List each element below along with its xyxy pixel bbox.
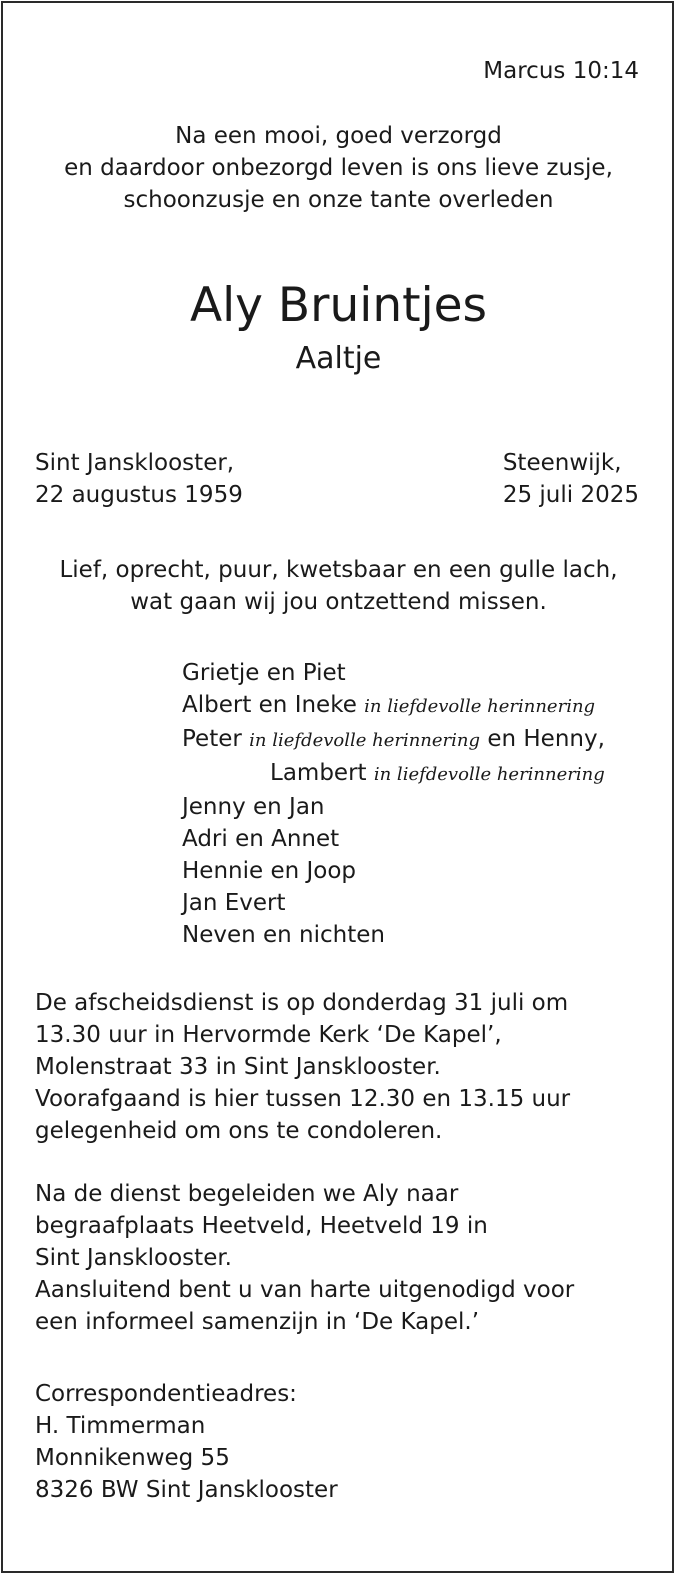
intro-line: Na een mooi, goed verzorgd bbox=[175, 123, 502, 149]
burial-line: een informeel samenzijn in ‘De Kapel.’ bbox=[35, 1309, 480, 1335]
family-member: Neven en nichten bbox=[182, 922, 385, 948]
family-member: Adri en Annet bbox=[182, 826, 340, 852]
memory-note: in liefdevolle herinnering bbox=[364, 696, 596, 717]
burial-line: begraafplaats Heetveld, Heetveld 19 in bbox=[35, 1213, 488, 1239]
birth-date: 22 augustus 1959 bbox=[35, 482, 243, 508]
family-member bbox=[182, 757, 605, 791]
burial-line: Sint Jansklooster. bbox=[35, 1245, 232, 1271]
family-member-name: Peter bbox=[182, 726, 250, 752]
family-member bbox=[182, 689, 605, 723]
address-line: Monnikenweg 55 bbox=[35, 1445, 230, 1471]
family-member: Jenny en Jan bbox=[182, 794, 325, 820]
service-line: Voorafgaand is hier tussen 12.30 en 13.15 uur bbox=[35, 1086, 571, 1112]
intro-line: en daardoor onbezorgd leven is ons lieve zusje, bbox=[64, 155, 613, 181]
burial-details bbox=[35, 1178, 574, 1338]
correspondence-address bbox=[35, 1378, 338, 1506]
service-line: De afscheidsdienst is op donderdag 31 juli om bbox=[35, 990, 569, 1016]
family-member-name: en Henny, bbox=[480, 726, 605, 752]
death-date: 25 juli 2025 bbox=[502, 482, 639, 508]
birth-place: Sint Jansklooster, bbox=[35, 450, 235, 476]
intro-text bbox=[0, 120, 677, 216]
service-details bbox=[35, 987, 570, 1147]
service-line: Molenstraat 33 in Sint Jansklooster. bbox=[35, 1054, 441, 1080]
quote-line: wat gaan wij jou ontzettend missen. bbox=[130, 589, 547, 615]
family-member: Hennie en Joop bbox=[182, 858, 357, 884]
intro-line: schoonzusje en onze tante overleden bbox=[123, 187, 554, 213]
bible-verse: Marcus 10:14 bbox=[483, 58, 639, 84]
birth-info bbox=[35, 447, 243, 511]
family-member bbox=[182, 723, 605, 757]
deceased-nickname: Aaltje bbox=[295, 341, 382, 376]
address-line: 8326 BW Sint Jansklooster bbox=[35, 1477, 338, 1503]
service-line: 13.30 uur in Hervormde Kerk ‘De Kapel’, bbox=[35, 1022, 502, 1048]
death-place: Steenwijk, bbox=[502, 450, 622, 476]
family-member-name: Lambert bbox=[270, 760, 374, 786]
burial-line: Aansluitend bent u van harte uitgenodigd voor bbox=[35, 1277, 575, 1303]
address-line: H. Timmerman bbox=[35, 1413, 206, 1439]
memory-note: in liefdevolle herinnering bbox=[249, 730, 481, 751]
service-line: gelegenheid om ons te condoleren. bbox=[35, 1118, 443, 1144]
family-member: Jan Evert bbox=[182, 890, 286, 916]
burial-line: Na de dienst begeleiden we Aly naar bbox=[35, 1181, 459, 1207]
memorial-quote bbox=[0, 554, 677, 618]
quote-line: Lief, oprecht, puur, kwetsbaar en een gulle lach, bbox=[59, 557, 618, 583]
deceased-name: Aly Bruintjes bbox=[189, 278, 488, 333]
address-line: Correspondentieadres: bbox=[35, 1381, 297, 1407]
family-list bbox=[182, 657, 605, 951]
memory-note: in liefdevolle herinnering bbox=[373, 764, 605, 785]
death-info bbox=[503, 447, 639, 511]
family-member-name: Albert en Ineke bbox=[182, 692, 365, 718]
family-member: Grietje en Piet bbox=[182, 660, 346, 686]
